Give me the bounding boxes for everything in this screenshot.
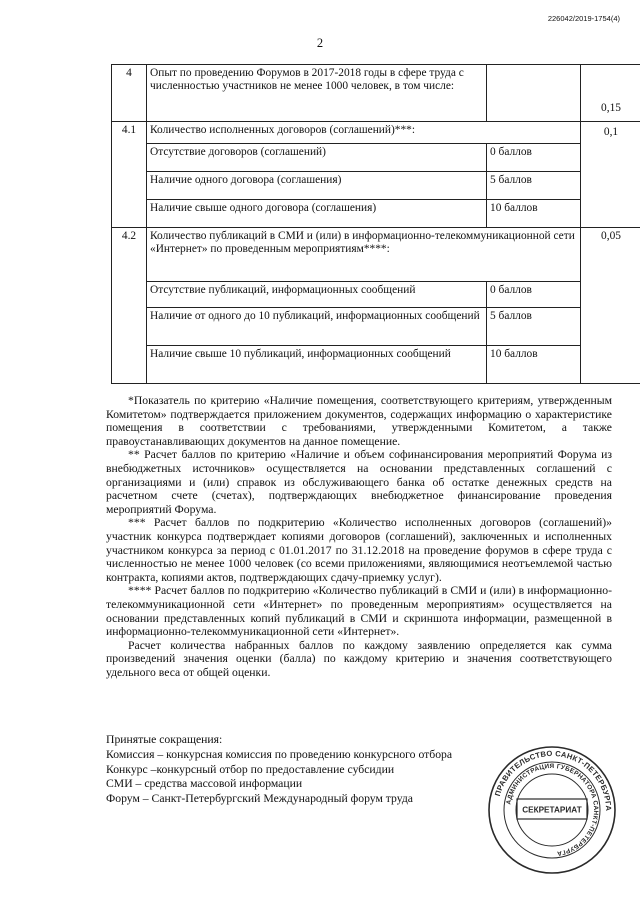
score-value: 0 баллов xyxy=(487,144,581,172)
criterion-text: Количество исполненных договоров (соглашений)***: xyxy=(147,122,581,144)
table-row xyxy=(112,65,640,122)
option-text: Наличие свыше одного договора (соглашения) xyxy=(147,200,487,228)
abbreviations xyxy=(106,733,506,807)
score-value: 5 баллов xyxy=(487,172,581,200)
option-text: Наличие одного договора (соглашения) xyxy=(147,172,487,200)
weight-value: 0,15 xyxy=(581,65,640,122)
abbreviations-title: Принятые сокращения: xyxy=(106,733,223,746)
table-row xyxy=(112,346,640,384)
criterion-text: Количество публикаций в СМИ и (или) в информационно-телекоммуникационной сети «Интернет» по проведенным мероприятиям****: xyxy=(147,228,581,282)
option-text: Наличие от одного до 10 публикаций, информационных сообщений xyxy=(147,308,487,346)
abbreviation-item: Конкурс –конкурсный отбор по предоставление субсидии xyxy=(106,762,395,776)
table-row xyxy=(112,144,640,172)
abbreviation-item: Форум – Санкт-Петербургский Международный форум труда xyxy=(106,792,413,806)
table-row xyxy=(112,172,640,200)
stamp-center-text: СЕКРЕТАРИАТ xyxy=(522,805,582,815)
footnote: *Показатель по критерию «Наличие помещения, соответствующего критериям, утвержденным Комитетом» подтверждается приложением документов, содержащих информацию о характеристике помещения в соответствии с требованиями, утвержденными Комитетом, а также правоустанавливающих документов на данное помещение. xyxy=(106,394,612,448)
criteria-table xyxy=(111,64,640,384)
footnote: *** Расчет баллов по подкритерию «Количество исполненных договоров (соглашений)» участник конкурса подтверждает копиями договоров (соглашений), заключенных и исполненных участником конкурса за период с 01.01.2017 по 31.12.2018 на проведение форумов в сфере труда с численностью не менее 1000 человек (со всеми приложениями, являющимися неотъемлемой частью контракта, копиями актов, подтверждающих сдачу-приемку услуг). xyxy=(106,516,612,584)
option-text: Отсутствие договоров (соглашений) xyxy=(147,144,487,172)
footnote: ** Расчет баллов по критерию «Наличие и объем софинансирования мероприятий Форума из внебюджетных источников» осуществляется на основании представленных соглашений с организациями и (или) справок из обслуживающего банка об остатке денежных средств на расчетном счете (счетах), подтверждающих внебюджетное финансирование проведения мероприятий Форума. xyxy=(106,448,612,516)
criterion-number: 4 xyxy=(112,65,147,122)
criterion-number: 4.2 xyxy=(112,228,147,384)
table-row xyxy=(112,282,640,308)
score-value: 0 баллов xyxy=(487,282,581,308)
score-value: 10 баллов xyxy=(487,346,581,384)
criterion-number: 4.1 xyxy=(112,122,147,228)
abbreviation-item: Комиссия – конкурсная комиссия по проведению конкурсного отбора xyxy=(106,747,453,761)
weight-value: 0,1 xyxy=(581,122,640,228)
page-number: 2 xyxy=(316,36,324,50)
weight-value: 0,05 xyxy=(581,228,640,384)
table-row xyxy=(112,200,640,228)
table-row xyxy=(112,308,640,346)
table-row xyxy=(112,122,640,144)
score-value: 5 баллов xyxy=(487,308,581,346)
stamp-outer-ring: ПРАВИТЕЛЬСТВО САНКТ-ПЕТЕРБУРГА xyxy=(492,748,614,812)
criterion-text: Опыт по проведению Форумов в 2017-2018 годы в сфере труда с численностью участников не менее 1000 человек, в том числе: xyxy=(147,65,487,122)
footnote: **** Расчет баллов по подкритерию «Количество публикаций в СМИ и (или) в информационно-телекоммуникационной сети «Интернет» по проведенным мероприятиям» осуществляется на основании представленных копий публикаций в СМИ и скриншота информации, размещенной в информационно-телекоммуникационной сети «Интернет». xyxy=(106,584,612,639)
footnotes xyxy=(106,394,612,679)
score-value: 10 баллов xyxy=(487,200,581,228)
table-row xyxy=(112,228,640,282)
official-stamp xyxy=(486,744,618,876)
option-text: Наличие свыше 10 публикаций, информационных сообщений xyxy=(147,346,487,384)
document-number: 226042/2019-1754(4) xyxy=(547,14,620,23)
abbreviation-item: СМИ – средства массовой информации xyxy=(106,777,303,791)
stamp-inner-ring: АДМИНИСТРАЦИЯ ГУБЕРНАТОРА САНКТ-ПЕТЕРБУРГА xyxy=(505,762,600,857)
option-text: Отсутствие публикаций, информационных сообщений xyxy=(147,282,487,308)
scoring-paragraph: Расчет количества набранных баллов по каждому заявлению определяется как сумма произведений значения оценки (балла) по каждому критерию и значения соответствующего удельного веса от общей оценки. xyxy=(106,638,612,679)
score-cell xyxy=(487,65,581,122)
